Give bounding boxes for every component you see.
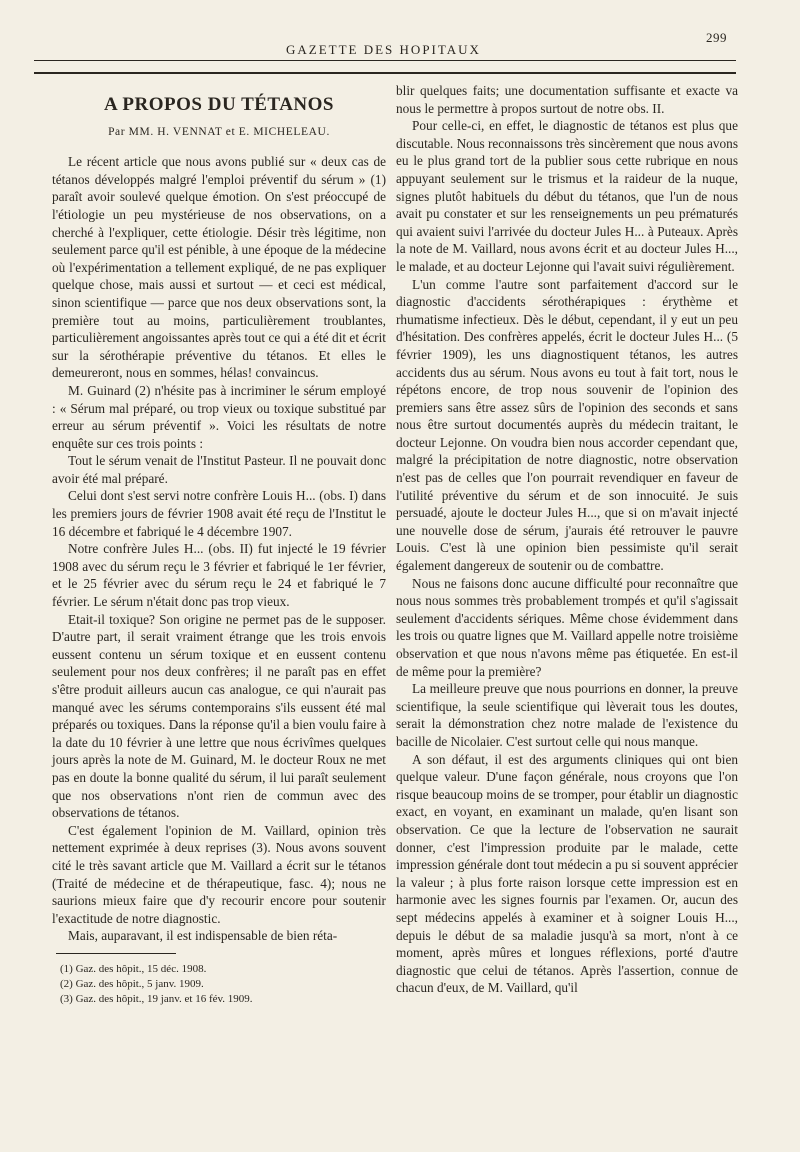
left-column	[52, 82, 386, 1007]
header-rule-thick	[34, 72, 736, 74]
paragraph: Pour celle-ci, en effet, le diagnostic de tétanos est plus que discutable. Nous reconnaissons très sincèrement que nous avons eu le plus grand tort de la publier sous cette rubrique en nous appuyant seulement sur le trismus et la raideur de la nuque, signes plutôt habituels du début du tétanos, que l'un de nous avait pu constater et sur les renseignements un peu prématurés qui avaient suivi l'arrivée du docteur Jules H... à Puteaux. Après la note de M. Vaillard, nous avons écrit et au docteur Jules H..., le malade, et au docteur Lejonne qui l'avait suivi régulièrement.	[396, 118, 738, 274]
running-title: GAZETTE DES HOPITAUX	[286, 42, 481, 57]
footnote: (2) Gaz. des hôpit., 5 janv. 1909.	[60, 977, 204, 990]
paragraph: Nous ne faisons donc aucune difficulté pour reconnaître que nous nous sommes très probablement trompés et qu'il s'agissait seulement d'accidents sériques. Même chose évidemment dans les trois ou quatre lignes que M. Vaillard appelle notre troisième observation et que nous n'avons même pas étiquetée. En est-il de même pour la première?	[396, 575, 738, 679]
paragraph: La meilleure preuve que nous pourrions en donner, la preuve scientifique, la seule scientifique qui lèverait tous les doutes, serait la démonstration chez notre malade de l'existence du bacille de Nicolaier. C'est surtout celle qui nous manque.	[396, 681, 738, 749]
footnote: (1) Gaz. des hôpit., 15 déc. 1908.	[60, 962, 207, 975]
paragraph: Tout le sérum venait de l'Institut Pasteur. Il ne pouvait donc avoir été mal préparé.	[52, 453, 386, 486]
page-number: 299	[706, 30, 727, 45]
paragraph: M. Guinard (2) n'hésite pas à incriminer le sérum employé : « Sérum mal préparé, ou trop vieux ou toxique substitué par erreur au sérum préventif ». Voici les résultats de notre enquête sur ces trois points :	[52, 382, 386, 451]
paragraph: Etait-il toxique? Son origine ne permet pas de le supposer. D'autre part, il serait vraiment étrange que les trois envois eussent contenu un sérum toxique et en eussent contenu seulement pour nos deux confrères; il ne paraît pas en effet s'être produit ailleurs aucun cas analogue, ce qui n'aurait pas manqué avec les sérums contemporains s'ils eussent été mal préparés ou toxiques. Dans la réponse qu'il a bien voulu faire à la date du 10 février à une lettre que nous écrivîmes quelques jours après la note de M. Guinard, M. le docteur Roux ne met pas en doute la bonne qualité du sérum, il lui paraît seulement que nos observations n'ont rien de commun avec des observations de tétanos.	[52, 611, 386, 821]
paragraph: C'est également l'opinion de M. Vaillard, opinion très nettement exprimée à deux reprises (3). Nous avons souvent cité le très savant article que M. Vaillard a écrit sur le tétanos (Traité de médecine et de thérapeutique, fasc. 4); nous ne saurions mieux faire que d'y recourir encore pour soutenir l'exactitude de notre diagnostic.	[52, 822, 386, 926]
right-column	[396, 82, 738, 997]
article-byline: Par MM. H. VENNAT et E. MICHELEAU.	[108, 125, 330, 138]
paragraph: Notre confrère Jules H... (obs. II) fut injecté le 19 février 1908 avec du sérum reçu le 3 février et fabriqué le 1er février, et le 25 février avec du sérum reçu le 24 et fabriqué le 7 février. Le sérum n'était donc pas trop vieux.	[52, 541, 386, 610]
paragraph: L'un comme l'autre sont parfaitement d'accord sur le diagnostic d'accidents sérothérapiques : érythème et rhumatisme infectieux. Dès le début, cependant, il y eut un peu d'hésitation. Des confrères appelés, écrit le docteur Jules H... (5 février 1909), les uns diagnostiquent tétanos, les autres accidents dus au sérum. Nous avons eu tout à fait tort, nous le répétons encore, de trop nous souvenir de l'opinion des premiers sans être assez sûrs de l'opinion des seconds et sans nous être surtout documentés auprès du médecin traitant, le docteur Lejonne. On voudra bien nous accorder cependant que, malgré la précipitation de notre diagnostic, notre observation n'est pas de celles que l'on pourrait revendiquer en faveur de l'utilité préventive du sérum et de son innocuité. Je suis persuadé, ajoute le docteur Jules H..., que si on m'avait injecté une nouvelle dose de sérum, j'aurais été retrouver le pauvre Louis. C'est là une opinion bien pessimiste qu'il serait également dangereux de soutenir ou de combattre.	[396, 276, 738, 574]
paragraph: Le récent article que nous avons publié sur « deux cas de tétanos développés malgré l'emploi préventif du sérum » (1) paraît avoir soulevé quelque émotion. On s'est préoccupé de l'étiologie un peu mystérieuse de nos observations, on a cherché à l'expliquer, cette étiologie. Désir très légitime, non seulement parce qu'il est pénible, à une époque de la médecine où l'expérimentation a tellement expliqué, de ne pas expliquer quelque chose, mais aussi et surtout — et ceci est médical, sinon scientifique — parce que nos deux observations sont, la première tout au moins, particulièrement troublantes, particulièrement angoissantes après tout ce qui a été dit et écrit sur la sérothérapie préventive du tétanos. Et elles le demeureront, nous en sommes, hélas! convaincus.	[52, 154, 386, 381]
paragraph: Celui dont s'est servi notre confrère Louis H... (obs. I) dans les premiers jours de février 1908 avait été reçu de l'Institut le 16 décembre et fabriqué le 4 décembre 1907.	[52, 488, 386, 539]
article-title: A PROPOS DU TÉTANOS	[104, 94, 334, 115]
paragraph: blir quelques faits; une documentation suffisante et exacte va nous le permettre à propos surtout de notre obs. II.	[396, 83, 738, 116]
header-rule	[34, 60, 736, 61]
paragraph: A son défaut, il est des arguments cliniques qui ont bien quelque valeur. D'une façon générale, nous croyons que l'on risque beaucoup moins de se tromper, pour établir un diagnostic exact, en voyant, en examinant un malade, qu'en lisant son observation. Ce que la lecture de l'observation ne saurait donner, c'est l'impression produite par le malade, cette impression générale dont tout médecin a pu si souvent apprécier la valeur ; à plus forte raison lorsque cette impression est en harmonie avec les signes fournis par l'examen. Or, aucun des sept médecins appelés à examiner et à soigner Louis H..., depuis le début de sa maladie jusqu'à sa mort, n'ont à ce moment, après mûres et longues réflexions, porté d'autre diagnostic que celui de tétanos. Après l'assertion, connue de chacun d'eux, de M. Vaillard, qu'il	[396, 751, 738, 996]
footnotes	[52, 962, 386, 1006]
footnote-divider	[56, 953, 176, 954]
paragraph: Mais, auparavant, il est indispensable de bien réta-	[68, 928, 338, 944]
footnote: (3) Gaz. des hôpit., 19 janv. et 16 fév. 1909.	[60, 992, 253, 1005]
